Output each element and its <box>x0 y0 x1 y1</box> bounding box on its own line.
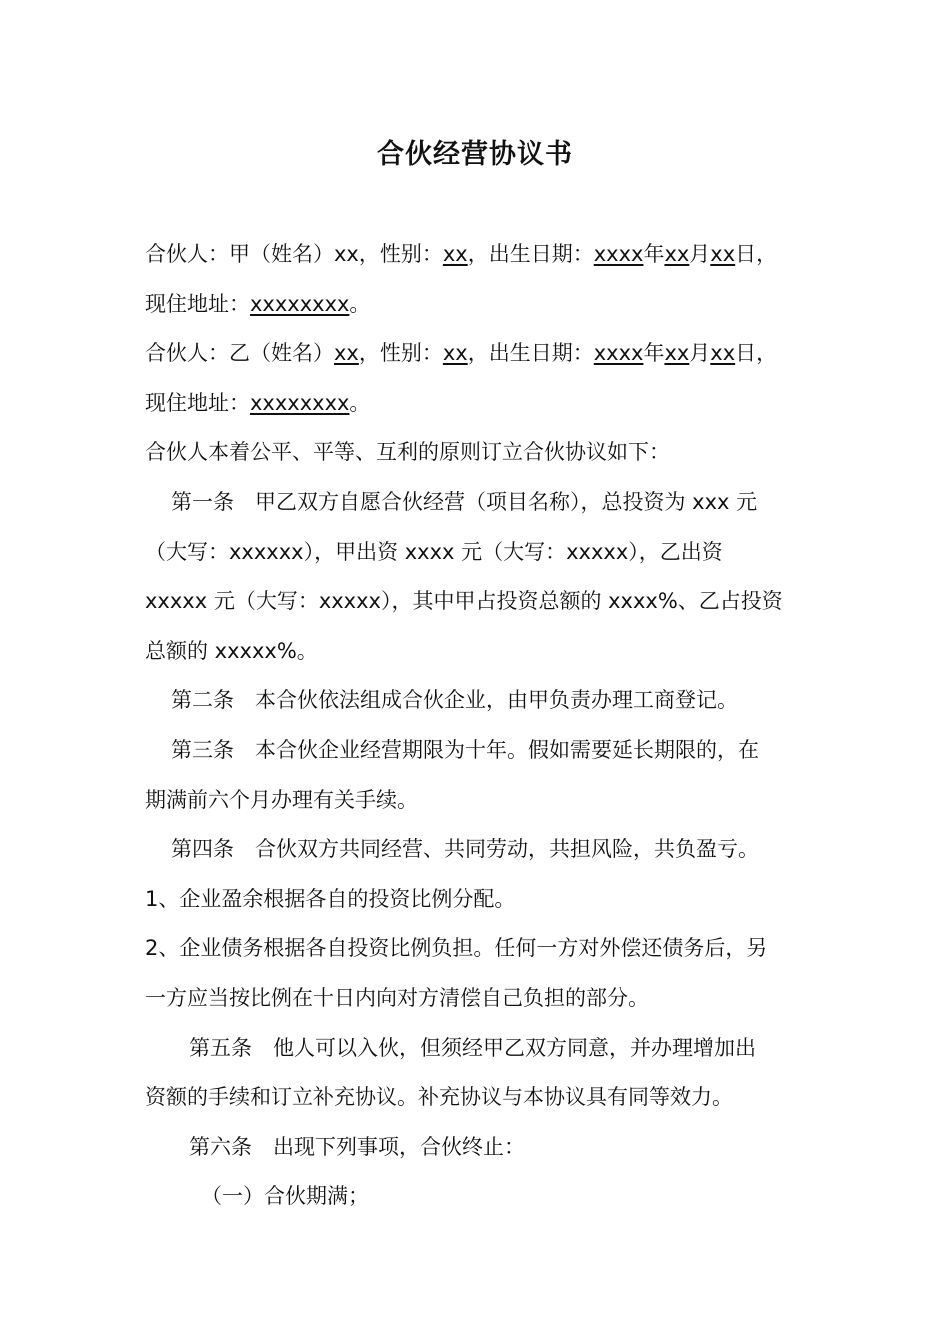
article-4-item-1: 1、企业盈余根据各自的投资比例分配。 <box>145 886 516 911</box>
party-a-birth-day: xx <box>710 242 736 266</box>
article-4-item-2-line-2: 一方应当按比例在十日内向对方清偿自己负担的部分。 <box>145 985 649 1010</box>
party-b-address: xxxxxxxx <box>250 390 350 415</box>
article-3-line-1: 第三条 本合伙企业经营期限为十年。假如需要延长期限的，在 <box>171 737 759 762</box>
document-body <box>145 230 810 1222</box>
article-6: 第六条 出现下列事项，合伙终止： <box>189 1134 525 1159</box>
party-a-gender: xx <box>442 242 468 266</box>
party-b-line: 合伙人：乙（姓名）xx，性别：xx，出生日期：xxxx年xx月xx日， <box>145 341 778 366</box>
article-4: 第四条 合伙双方共同经营、共同劳动，共担风险，共负盈亏。 <box>171 837 759 862</box>
party-a-line: 合伙人：甲（姓名）xx，性别：xx，出生日期：xxxx年xx月xx日， <box>145 242 778 266</box>
article-1-line-4: 总额的 xxxxx%。 <box>145 638 318 663</box>
party-a-address: xxxxxxxx <box>250 291 350 316</box>
article-1-line-2: （大写：xxxxxx），甲出资 xxxx 元（大写：xxxxx），乙出资 <box>145 539 723 564</box>
document-title: 合伙经营协议书 <box>377 139 573 170</box>
article-5-line-2: 资额的手续和订立补充协议。补充协议与本协议具有同等效力。 <box>145 1085 733 1110</box>
party-b-birth-day: xx <box>710 341 736 366</box>
party-a-birth-month: xx <box>664 242 690 266</box>
party-a-address-line: 现住地址：xxxxxxxx。 <box>145 291 371 316</box>
party-b-address-line: 现住地址：xxxxxxxx。 <box>145 390 371 415</box>
article-5-line-1: 第五条 他人可以入伙，但须经甲乙双方同意，并办理增加出 <box>189 1035 756 1060</box>
article-6-item-1: （一）合伙期满； <box>201 1184 369 1209</box>
party-a-birth-year: xxxx <box>593 242 644 266</box>
intro-paragraph: 合伙人本着公平、平等、互利的原则订立合伙协议如下： <box>145 440 670 465</box>
party-b-name: xx <box>334 341 359 366</box>
article-4-item-2-line-1: 2、企业债务根据各自投资比例负担。任何一方对外偿还债务后，另 <box>145 936 768 961</box>
article-1-line-1: 第一条 甲乙双方自愿合伙经营（项目名称），总投资为 xxx 元 <box>171 489 758 514</box>
party-b-gender: xx <box>442 341 468 366</box>
article-3-line-2: 期满前六个月办理有关手续。 <box>145 787 418 812</box>
article-1-line-3: xxxxx 元（大写：xxxxx），其中甲占投资总额的 xxxx%、乙占投资 <box>145 589 783 614</box>
party-b-birth-month: xx <box>664 341 690 366</box>
party-b-birth-year: xxxx <box>593 341 644 366</box>
article-2: 第二条 本合伙依法组成合伙企业，由甲负责办理工商登记。 <box>171 688 738 713</box>
